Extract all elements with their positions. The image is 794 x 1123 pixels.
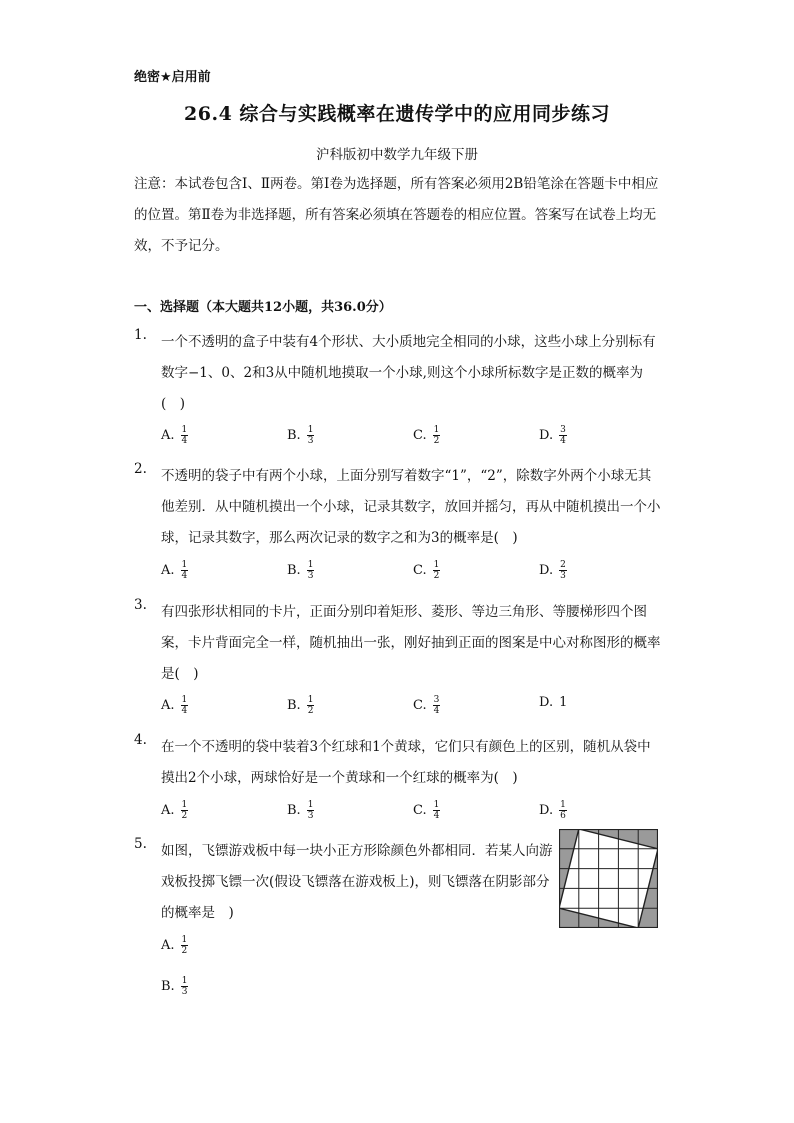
option-d[interactable] [539,425,567,446]
option-label: B. [287,428,301,443]
page-title: 26.4 综合与实践概率在遗传学中的应用同步练习 [184,103,610,125]
numerator: 1 [307,560,314,570]
numerator: 3 [560,425,566,435]
option-b[interactable] [287,695,314,716]
option-value [181,935,189,956]
option-value [181,800,189,821]
dartboard-figure [559,829,658,928]
option-b[interactable] [287,560,314,581]
option-label: A. [161,803,175,818]
option-label: C. [413,803,427,818]
denominator: 4 [181,571,188,581]
denominator: 3 [181,987,188,997]
fraction [307,695,315,716]
fraction [433,800,441,821]
fraction [307,800,315,821]
fraction [181,935,189,956]
option-value [559,560,567,581]
fraction [181,800,189,821]
denominator: 4 [433,811,440,821]
numerator: 1 [307,425,314,435]
numerator: 1 [433,560,440,570]
exam-notice: 注意：本试卷包含Ⅰ、Ⅱ两卷。第Ⅰ卷为选择题，所有答案必须用2B铅笔涂在答题卡中相应的位置。第Ⅱ卷为非选择题，所有答案必须填在答题卷的相应位置。答案写在试卷上均无效，不予记分。 [134,176,659,254]
option-a[interactable] [161,800,188,821]
fraction [433,695,441,716]
option-value [559,425,567,446]
denominator: 2 [181,946,188,956]
option-value [559,695,567,710]
option-a[interactable] [161,935,188,956]
option-b[interactable] [161,976,188,997]
numerator: 2 [560,560,566,570]
option-d[interactable] [539,560,567,581]
option-c[interactable] [413,695,440,716]
fraction [181,560,189,581]
denominator: 2 [181,811,188,821]
option-label: A. [161,698,175,713]
fraction [307,560,315,581]
option-label: C. [413,698,427,713]
denominator: 2 [433,436,440,446]
option-value [307,560,315,581]
option-label: A. [161,563,175,578]
option-label: D. [539,803,554,818]
option-label: B. [161,979,175,994]
option-value [559,800,567,821]
numerator: 1 [181,800,188,810]
question-number: 1. [134,327,147,343]
denominator: 2 [307,706,314,716]
numerator: 3 [433,695,440,705]
denominator: 4 [181,436,188,446]
numerator: 1 [181,976,188,986]
secret-mark: 绝密★启用前 [134,70,211,85]
denominator: 3 [560,571,566,581]
fraction [181,976,189,997]
numerator: 1 [307,695,314,705]
option-a[interactable] [161,425,188,446]
option-label: C. [413,428,427,443]
numerator: 1 [181,425,188,435]
numerator: 1 [560,800,566,810]
option-d[interactable] [539,695,567,710]
option-value [307,425,315,446]
option-value [181,560,189,581]
option-label: D. [539,563,554,578]
question-stem: 如图，飞镖游戏板中每一块小正方形除颜色外都相同．若某人向游戏板投掷飞镖一次(假设飞镖落在游戏板上)，则飞镖落在阴影部分的概率是 ) [161,843,553,921]
fraction [433,425,441,446]
numerator: 1 [433,425,440,435]
page-subtitle: 沪科版初中数学九年级下册 [316,147,478,163]
option-a[interactable] [161,560,188,581]
option-value [433,560,441,581]
question-number: 5. [134,836,147,852]
numerator: 1 [307,800,314,810]
option-c[interactable] [413,425,440,446]
option-label: A. [161,428,175,443]
option-value [433,425,441,446]
option-label: C. [413,563,427,578]
denominator: 4 [181,706,188,716]
denominator: 3 [307,436,314,446]
option-d[interactable] [539,800,567,821]
denominator: 3 [307,811,314,821]
question-number: 4. [134,732,147,748]
numerator: 1 [181,560,188,570]
denominator: 2 [433,571,440,581]
question-number: 2. [134,461,147,477]
denominator: 6 [560,811,566,821]
option-label: B. [287,698,301,713]
fraction [433,560,441,581]
question-number: 3. [134,597,147,613]
numerator: 1 [181,935,188,945]
option-c[interactable] [413,800,440,821]
option-value [433,800,441,821]
option-label: B. [287,803,301,818]
fraction [181,695,189,716]
option-label: B. [287,563,301,578]
option-label: A. [161,938,175,953]
option-value [307,695,315,716]
section-title: 一、选择题（本大题共12小题，共36.0分） [134,300,392,315]
option-number: 1 [559,695,568,710]
option-b[interactable] [287,425,314,446]
question-stem: 有四张形状相同的卡片，正面分别印着矩形、菱形、等边三角形、等腰梯形四个图案，卡片背面完全一样，随机抽出一张，刚好抽到正面的图案是中心对称图形的概率是( ) [161,604,661,682]
denominator: 4 [560,436,566,446]
option-value [307,800,315,821]
denominator: 3 [307,571,314,581]
question-stem: 在一个不透明的袋中装着3个红球和1个黄球，它们只有颜色上的区别，随机从袋中摸出2个小球，两球恰好是一个黄球和一个红球的概率为( ) [161,739,651,786]
option-value [181,425,189,446]
option-value [181,695,189,716]
question-stem: 一个不透明的盒子中装有4个形状、大小质地完全相同的小球，这些小球上分别标有数字−1、0、2和3从中随机地摸取一个小球,则这个小球所标数字是正数的概率为( ) [161,334,656,412]
option-b[interactable] [287,800,314,821]
numerator: 1 [433,800,440,810]
option-label: D. [539,428,554,443]
fraction [559,800,567,821]
fraction [307,425,315,446]
question-stem: 不透明的袋子中有两个小球，上面分别写着数字“1”，“2”，除数字外两个小球无其他差别．从中随机摸出一个小球，记录其数字，放回并摇匀，再从中随机摸出一个小球，记录其数字，那么两次记录的数字之和为3的概率是( ) [161,468,661,546]
numerator: 1 [181,695,188,705]
option-a[interactable] [161,695,188,716]
option-value [433,695,441,716]
option-value [181,976,189,997]
option-c[interactable] [413,560,440,581]
fraction [559,560,567,581]
fraction [559,425,567,446]
denominator: 4 [433,706,440,716]
fraction [181,425,189,446]
option-label: D. [539,695,554,710]
